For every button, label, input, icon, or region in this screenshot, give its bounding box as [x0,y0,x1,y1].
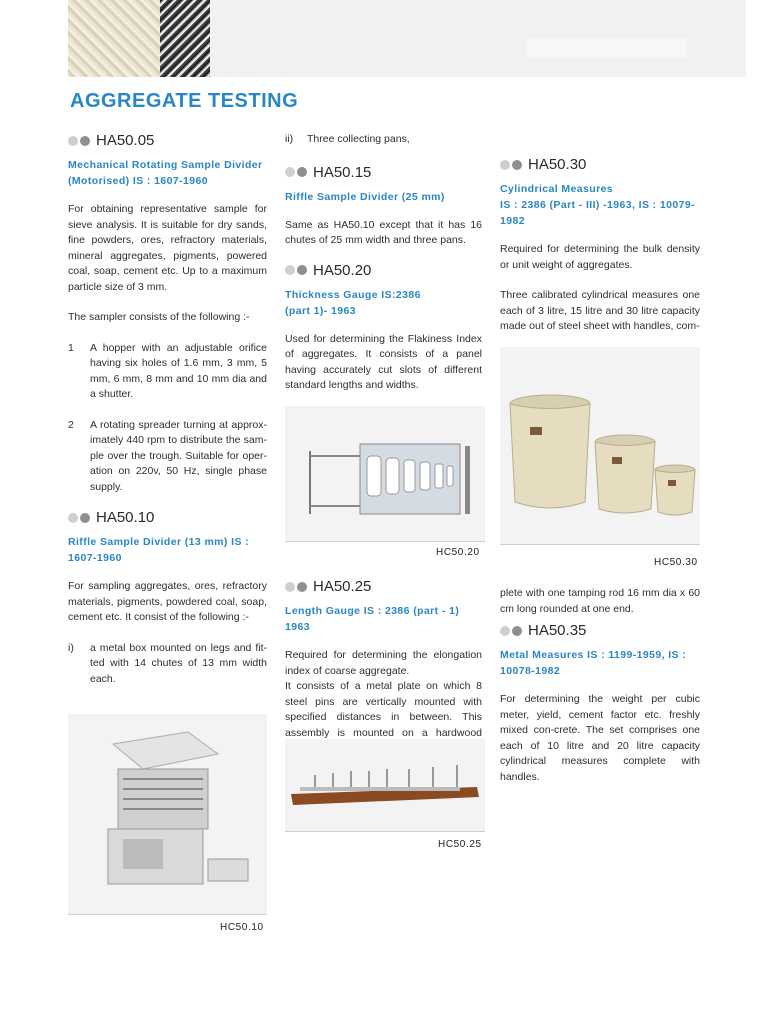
item-code: HA50.05 [96,132,155,149]
item-heading-ha5025 [285,578,482,595]
item-description: It consists of a metal plate on which 8 steel pins are vertically mounted with specified distances in between. This assembly is mounted on a hardwood [285,680,482,739]
item-subtitle: (part 1)- 1963 [285,304,356,317]
list-text: Three collecting pans, [307,133,410,145]
item-code: HA50.10 [96,509,155,526]
list-number: 1 [68,341,74,354]
bullet-dot-icon [297,582,307,592]
list-item [68,341,267,403]
item-description: The sampler consists of the following :- [68,311,250,323]
list-item [68,418,267,496]
product-photo-length-gauge [285,739,485,831]
photo-caption: HC50.30 [654,557,698,568]
bullet-dot-icon [512,626,522,636]
list-item [285,132,482,148]
list-text: a metal box mounted on legs and fit-ted with 14 chutes of 13 mm width each. [90,641,267,685]
bullet-dot-icon [80,513,90,523]
item-description: Used for determining the Flakiness Index of aggregates. It consists of a panel having accurately cut slots of different standard lengths and widths. [285,332,482,391]
product-photo-riffle-divider [68,714,267,914]
bullet-dot-icon [500,160,510,170]
list-number: i) [68,641,74,654]
item-subtitle: Length Gauge IS : 2386 (part - 1) 1963 [285,605,460,633]
photo-caption: HC50.25 [438,839,482,850]
banner-stripe [526,38,686,58]
item-description: For determining the weight per cubic meter, yield, cement factor etc. freshly mixed con-crete. The set comprises one each of 10 litre and 20 litre capacity cylindrical measures complete with handles. [500,693,700,783]
bullet-dot-icon [512,160,522,170]
item-heading-ha5020 [285,262,482,279]
item-subtitle: Metal Measures IS : 1199-1959, IS : 10078-1982 [500,649,687,677]
list-text: A rotating spreader turning at approx-imately 440 rpm to distribute the sam-ple over the trough. Suitable for oper-ation on 220v, 50 Hz, single phase supply. [90,418,267,493]
column-2-lower [285,578,482,757]
item-code: HA50.25 [313,578,372,595]
product-photo-thickness-gauge [285,406,485,541]
bullet-dot-icon [80,136,90,146]
item-subtitle: Thickness Gauge IS:2386 [285,288,421,301]
item-subtitle: Riffle Sample Divider (13 mm) IS : 1607-1960 [68,536,250,564]
bullet-dot-icon [68,513,78,523]
item-code: HA50.35 [528,622,587,639]
item-subtitle: IS : 2386 (Part - III) -1963, IS : 10079-1982 [500,199,695,227]
item-subtitle: Mechanical Rotating Sample Divider (Motorised) IS : 1607-1960 [68,159,263,187]
photo-caption: HC50.20 [436,547,480,558]
item-subtitle: Riffle Sample Divider (25 mm) [285,190,445,203]
item-code: HA50.30 [528,156,587,173]
item-code: HA50.20 [313,261,372,279]
item-heading-ha5030 [500,156,700,173]
list-number: 2 [68,418,74,431]
column-3 [500,156,700,335]
bullet-dot-icon [68,136,78,146]
list-number: ii) [285,133,294,145]
item-heading-ha5015 [285,164,482,181]
bullet-dot-icon [500,626,510,636]
item-heading-ha5035 [500,622,700,639]
photo-divider [68,914,267,915]
banner-aggregate-image [68,0,160,77]
item-description: For sampling aggregates, ores, refractory materials, pigments, powdered coal, soap, cement etc. It consist of the following :- [68,580,267,623]
photo-divider [285,831,485,832]
item-subtitle: Cylindrical Measures [500,183,614,195]
bullet-dot-icon [285,582,295,592]
item-heading-ha5010 [68,509,267,526]
list-item [68,641,267,688]
item-description: Required for determining the elongation index of coarse aggregate. [285,649,482,677]
item-description: For obtaining representative sample for sieve analysis. It is suitable for dry sands, fine powders, ores, refractory materials, mineral aggregates, pigments, powered coal, soap, cement etc. Up to a maximum particle size of 3 mm. [68,203,267,293]
column-2 [285,132,482,394]
item-code: HA50.15 [313,163,372,181]
list-text: A hopper with an adjustable orifice having six holes of 1.6 mm, 3 mm, 5 mm, 6 mm, 8 mm and 10 mm dia and a shutter. [90,341,267,400]
bullet-dot-icon [285,265,295,275]
banner-texture-image [160,0,210,77]
photo-divider [285,541,485,542]
item-description: Same as HA50.10 except that it has 16 chutes of 25 mm width and three pans. [285,218,482,246]
product-photo-cylindrical-measures [500,347,700,544]
photo-caption: HC50.10 [220,922,264,933]
column-3-lower [500,586,700,785]
page-title: AGGREGATE TESTING [70,90,299,112]
bullet-dot-icon [297,167,307,177]
item-heading-ha5005 [68,132,267,149]
item-description: Required for determining the bulk density or unit weight of aggregates. [500,243,700,271]
column-1 [68,132,267,687]
photo-divider [500,544,700,545]
item-description: plete with one tamping rod 16 mm dia x 60 cm long rounded at one end. [500,587,700,615]
bullet-dot-icon [297,265,307,275]
item-description: Three calibrated cylindrical measures one each of 3 litre, 15 litre and 30 litre capacity made out of steel sheet with handles, com- [500,289,700,332]
bullet-dot-icon [285,167,295,177]
